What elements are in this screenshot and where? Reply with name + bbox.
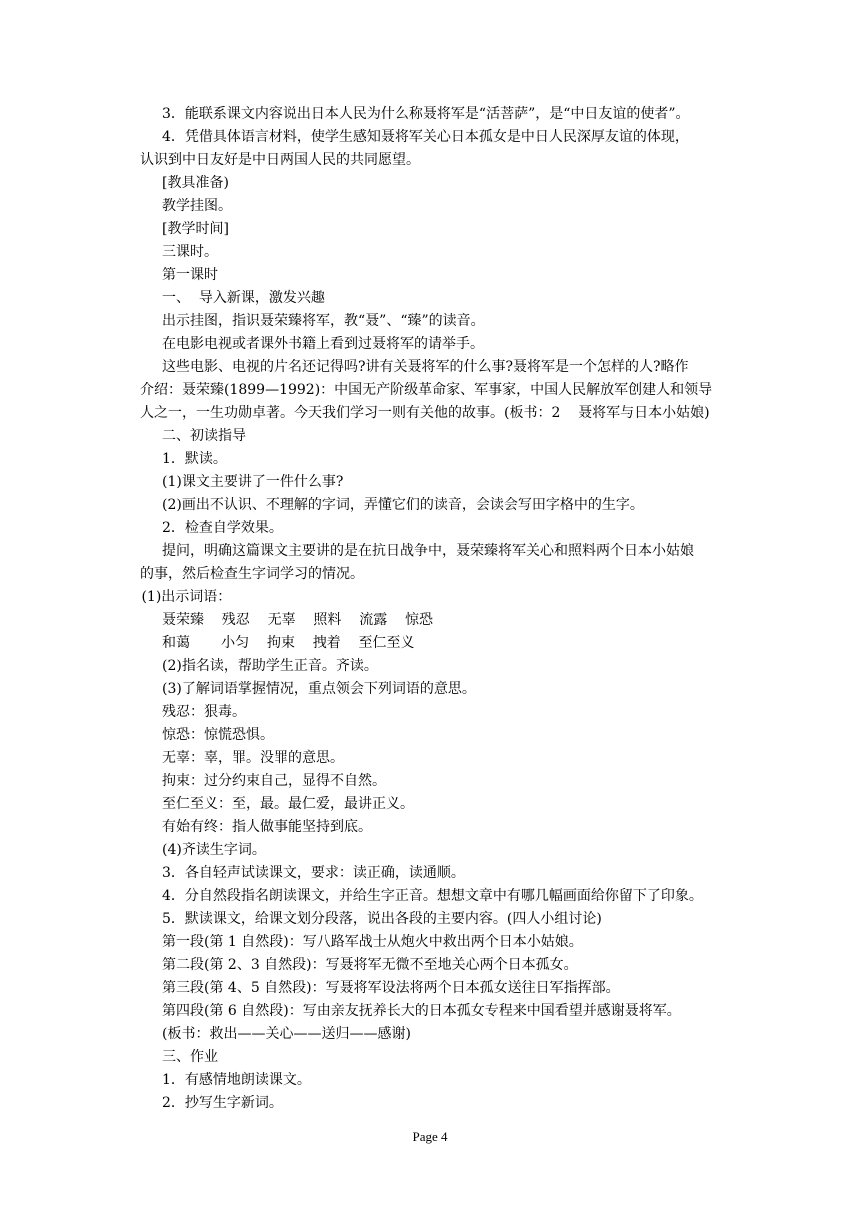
definition-line: 无辜：辜，罪。没罪的意思。	[162, 750, 344, 766]
text-line: 在电影电视或者课外书籍上看到过聂将军的请举手。	[162, 336, 484, 352]
lesson-heading: 第一课时	[162, 267, 218, 283]
definition-line: 惊恐：惊慌恐惧。	[162, 727, 274, 743]
definition-line: 至仁至义：至，最。最仁爱，最讲正义。	[162, 796, 414, 812]
text-line: 三课时。	[162, 244, 218, 260]
text-line: 2．抄写生字新词。	[162, 1095, 283, 1111]
section-heading: 三、作业	[162, 1049, 218, 1065]
definition-line: 残忍：狠毒。	[162, 704, 246, 720]
text-line: 4．凭借具体语言材料，使学生感知聂将军关心日本孤女是中日人民深厚友谊的体现，	[162, 129, 689, 145]
text-line: 教学挂图。	[162, 198, 232, 214]
definition-line: 有始有终：指人做事能坚持到底。	[162, 819, 372, 835]
section-heading: 二、初读指导	[162, 428, 246, 444]
text-line: 1．默读。	[162, 451, 227, 467]
text-line: 人之一，一生功勋卓著。今天我们学习一则有关他的故事。(板书：2 聂将军与日本小姑娘)	[140, 405, 710, 421]
text-line: 出示挂图，指识聂荣臻将军，教“聂”、“臻”的读音。	[162, 313, 485, 329]
text-line: 认识到中日友好是中日两国人民的共同愿望。	[140, 152, 420, 168]
text-line: 5．默读课文，给课文划分段落，说出各段的主要内容。(四人小组讨论)	[162, 911, 602, 927]
text-line: (4)齐读生字词。	[162, 842, 266, 858]
text-line: (1)课文主要讲了一件什么事?	[162, 474, 344, 490]
definition-line: 拘束：过分约束自己，显得不自然。	[162, 773, 386, 789]
section-heading: [教具准备)	[162, 175, 229, 191]
text-line: (3)了解词语掌握情况，重点领会下列词语的意思。	[162, 681, 476, 697]
text-line: 3．能联系课文内容说出日本人民为什么称聂将军是“活菩萨”，是“中日友谊的使者”。	[162, 106, 690, 122]
page-number: Page 4	[412, 1129, 448, 1144]
vocabulary-row: 聂荣臻 残忍 无辜 照料 流露 惊恐	[162, 612, 434, 628]
text-line: 的事，然后检查生字词学习的情况。	[140, 566, 364, 582]
text-line: 第三段(第 4、5 自然段)：写聂将军设法将两个日本孤女送往日军指挥部。	[162, 980, 620, 996]
text-line: 第一段(第 1 自然段)：写八路军战士从炮火中救出两个日本小姑娘。	[162, 934, 583, 950]
text-line: 介绍：聂荣臻(1899—1992)：中国无产阶级革命家、军事家，中国人民解放军创建人和领导	[140, 382, 713, 398]
text-line: 4．分自然段指名朗读课文，并给生字正音。想想文章中有哪几幅画面给你留下了印象。	[162, 888, 703, 904]
text-line: 这些电影、电视的片名还记得吗?讲有关聂将军的什么事?聂将军是一个怎样的人?略作	[162, 359, 689, 375]
text-line: (2)画出不认识、不理解的字词，弄懂它们的读音，会读会写田字格中的生字。	[162, 497, 644, 513]
section-heading: [教学时间]	[162, 221, 229, 237]
text-line: 2．检查自学效果。	[162, 520, 283, 536]
text-line: 3．各自轻声试读课文，要求：读正确，读通顺。	[162, 865, 465, 881]
vocabulary-row: 和蔼 小匀 拘束 拽着 至仁至义	[162, 635, 415, 651]
text-line: (2)指名读，帮助学生正音。齐读。	[162, 658, 378, 674]
section-heading: 一、 导入新课，激发兴趣	[162, 290, 325, 306]
board-note: (板书：救出——关心——送归——感谢)	[162, 1026, 411, 1042]
text-line: 第四段(第 6 自然段)：写由亲友抚养长大的日本孤女专程来中国看望并感谢聂将军。	[162, 1003, 681, 1019]
text-line: 1．有感情地朗读课文。	[162, 1072, 311, 1088]
text-line: 提问，明确这篇课文主要讲的是在抗日战争中，聂荣臻将军关心和照料两个日本小姑娘	[162, 543, 694, 559]
text-line: 第二段(第 2、3 自然段)：写聂将军无微不至地关心两个日本孤女。	[162, 957, 578, 973]
text-line: (1)出示词语：	[137, 589, 232, 605]
